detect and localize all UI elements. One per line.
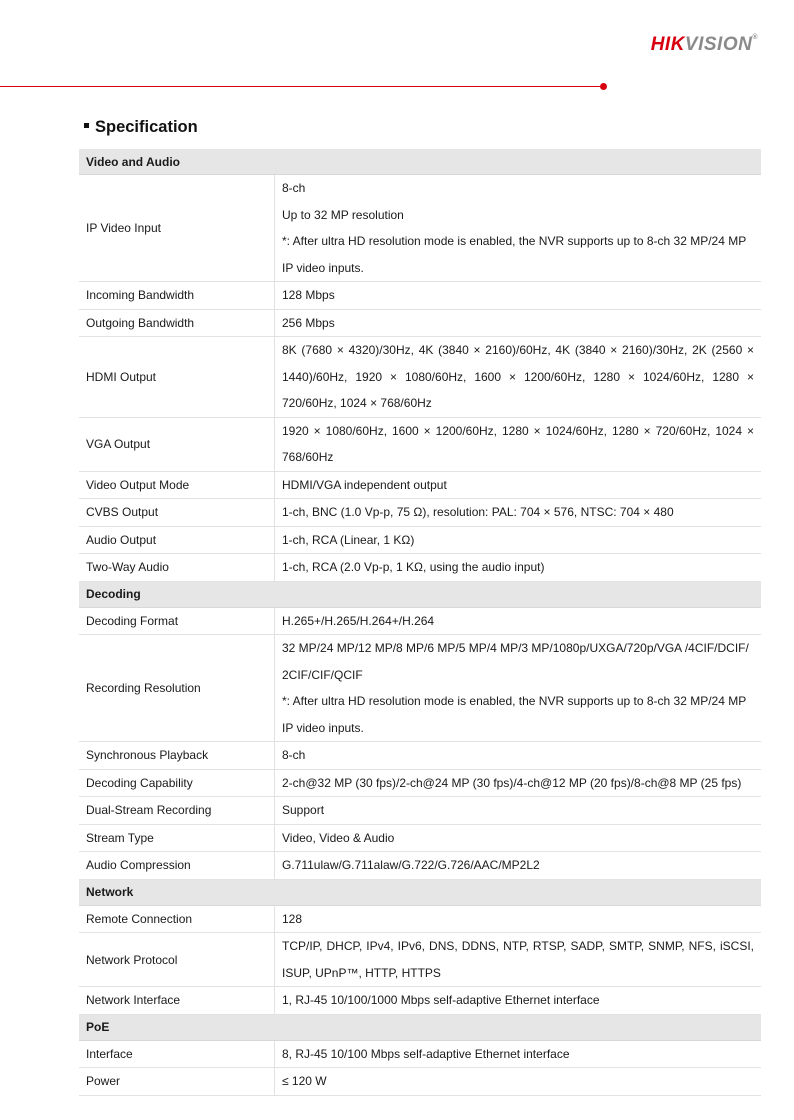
header-rule <box>0 86 600 87</box>
table-row <box>79 554 761 582</box>
row-label: Video Output Mode <box>79 471 275 499</box>
table-row <box>79 987 761 1015</box>
row-label: Network Protocol <box>79 933 275 987</box>
row-label: Outgoing Bandwidth <box>79 309 275 337</box>
row-label: Incoming Bandwidth <box>79 282 275 310</box>
row-value: ≤ 120 W <box>275 1068 762 1096</box>
table-row <box>79 309 761 337</box>
bullet-icon <box>84 123 89 128</box>
table-row <box>79 797 761 825</box>
row-value: 1-ch, BNC (1.0 Vp-p, 75 Ω), resolution: PAL: 704 × 576, NTSC: 704 × 480 <box>275 499 762 527</box>
row-label: Audio Output <box>79 526 275 554</box>
row-label: Decoding Format <box>79 607 275 635</box>
row-value: 128 <box>275 905 762 933</box>
spec-table <box>79 149 761 1096</box>
table-row <box>79 824 761 852</box>
hikvision-logo: HIKVISION® <box>650 34 758 55</box>
row-value: 32 MP/24 MP/12 MP/8 MP/6 MP/5 MP/4 MP/3 MP/1080p/UXGA/720p/VGA /4CIF/DCIF/ 2CIF/CIF/QCIF *: After ultra HD resolution mode is enabled, the NVR supports up to 8-ch 32 MP/24 MP IP video inputs. <box>275 635 762 742</box>
row-value: TCP/IP, DHCP, IPv4, IPv6, DNS, DDNS, NTP, RTSP, SADP, SMTP, SNMP, NFS, iSCSI, ISUP, UPnP™, HTTP, HTTPS <box>275 933 762 987</box>
row-value: 1-ch, RCA (2.0 Vp-p, 1 KΩ, using the audio input) <box>275 554 762 582</box>
section-decoding: Decoding <box>79 581 761 607</box>
row-label: Recording Resolution <box>79 635 275 742</box>
table-row <box>79 742 761 770</box>
table-row <box>79 769 761 797</box>
row-value: Video, Video & Audio <box>275 824 762 852</box>
row-label: Decoding Capability <box>79 769 275 797</box>
row-label: Synchronous Playback <box>79 742 275 770</box>
table-row <box>79 933 761 987</box>
row-label: Network Interface <box>79 987 275 1015</box>
row-value: HDMI/VGA independent output <box>275 471 762 499</box>
row-value: 8-ch Up to 32 MP resolution *: After ultra HD resolution mode is enabled, the NVR supports up to 8-ch 32 MP/24 MP IP video inputs. <box>275 175 762 282</box>
table-row <box>79 499 761 527</box>
row-value: Support <box>275 797 762 825</box>
row-value: G.711ulaw/G.711alaw/G.722/G.726/AAC/MP2L2 <box>275 852 762 880</box>
table-row <box>79 337 761 418</box>
row-value: H.265+/H.265/H.264+/H.264 <box>275 607 762 635</box>
table-row <box>79 526 761 554</box>
row-value: 8, RJ-45 10/100 Mbps self-adaptive Ethernet interface <box>275 1040 762 1068</box>
section-poe: PoE <box>79 1014 761 1040</box>
row-label: Two-Way Audio <box>79 554 275 582</box>
row-label: Stream Type <box>79 824 275 852</box>
table-row <box>79 282 761 310</box>
table-row <box>79 1068 761 1096</box>
table-row <box>79 852 761 880</box>
header-rule-dot <box>600 83 607 90</box>
row-value: 1, RJ-45 10/100/1000 Mbps self-adaptive Ethernet interface <box>275 987 762 1015</box>
row-value: 1920 × 1080/60Hz, 1600 × 1200/60Hz, 1280 × 1024/60Hz, 1280 × 720/60Hz, 1024 × 768/60Hz <box>275 417 762 471</box>
row-label: Dual-Stream Recording <box>79 797 275 825</box>
table-row <box>79 175 761 282</box>
row-label: VGA Output <box>79 417 275 471</box>
table-row <box>79 1040 761 1068</box>
row-value: 8-ch <box>275 742 762 770</box>
row-label: HDMI Output <box>79 337 275 418</box>
row-value: 128 Mbps <box>275 282 762 310</box>
row-label: Power <box>79 1068 275 1096</box>
row-value: 8K (7680 × 4320)/30Hz, 4K (3840 × 2160)/60Hz, 4K (3840 × 2160)/30Hz, 2K (2560 × 1440)/60Hz, 1920 × 1080/60Hz, 1600 × 1200/60Hz, 1280 × 1024/60Hz, 1280 × 720/60Hz, 1024 × 768/60Hz <box>275 337 762 418</box>
section-video-audio: Video and Audio <box>79 149 761 175</box>
row-label: Audio Compression <box>79 852 275 880</box>
table-row <box>79 635 761 742</box>
row-label: Remote Connection <box>79 905 275 933</box>
table-row <box>79 607 761 635</box>
row-value: 2-ch@32 MP (30 fps)/2-ch@24 MP (30 fps)/4-ch@12 MP (20 fps)/8-ch@8 MP (25 fps) <box>275 769 762 797</box>
row-label: Interface <box>79 1040 275 1068</box>
table-row <box>79 905 761 933</box>
row-label: IP Video Input <box>79 175 275 282</box>
page-title: Specification <box>84 118 198 137</box>
row-value: 1-ch, RCA (Linear, 1 KΩ) <box>275 526 762 554</box>
table-row <box>79 417 761 471</box>
table-row <box>79 471 761 499</box>
row-value: 256 Mbps <box>275 309 762 337</box>
section-network: Network <box>79 879 761 905</box>
row-label: CVBS Output <box>79 499 275 527</box>
